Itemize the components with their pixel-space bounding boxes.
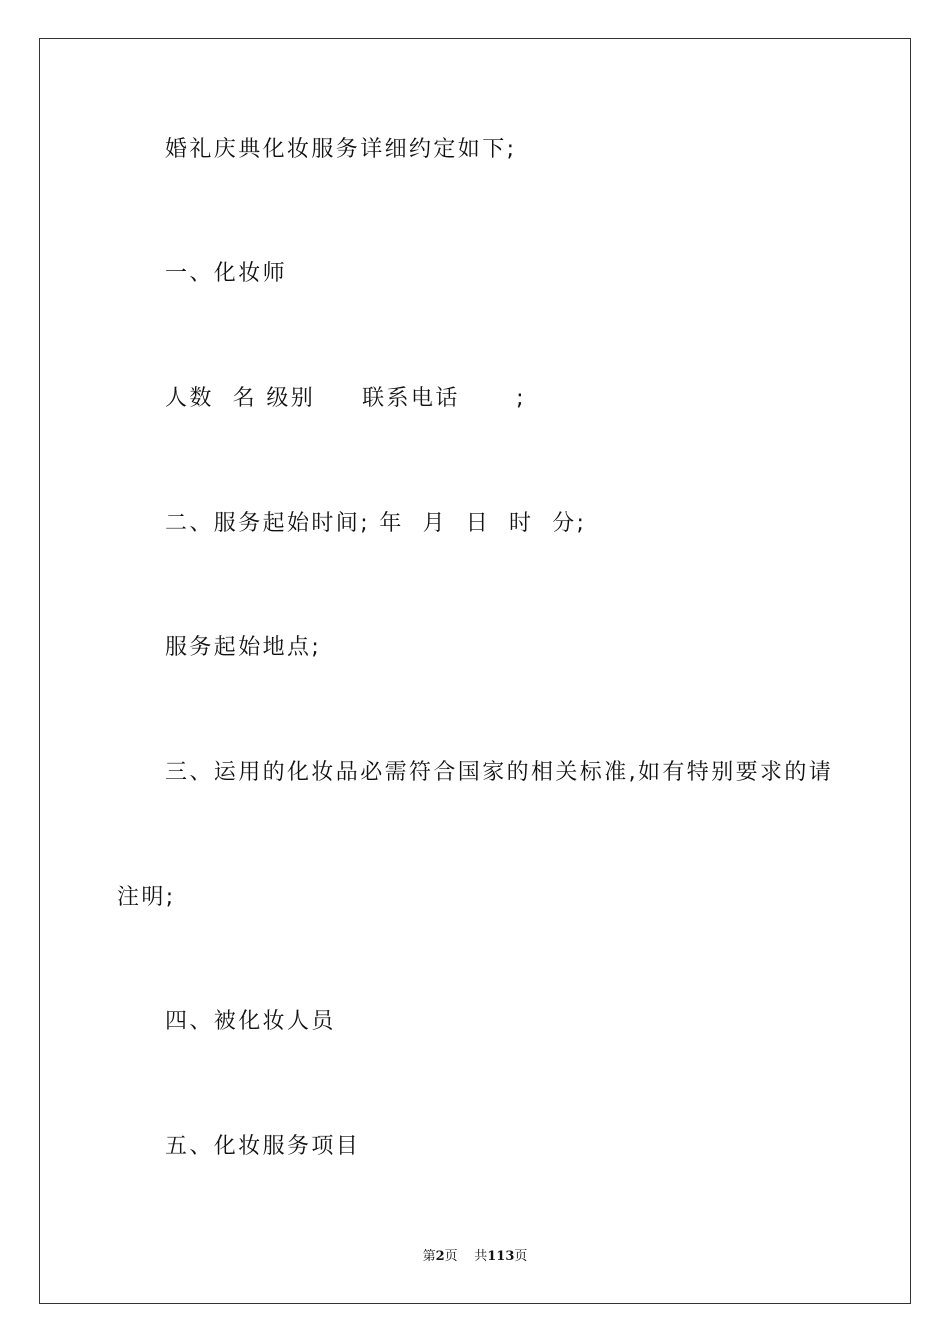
footer-page-number: 2 <box>435 1249 445 1264</box>
footer-page-suffix: 页 <box>444 1249 458 1264</box>
text-line-section-5: 五、化妆服务项目 <box>165 1134 361 1159</box>
text-line-section-2: 二、服务起始时间; 年 月 日 时 分; <box>165 511 587 536</box>
text-line-section-4: 四、被化妆人员 <box>165 1009 336 1034</box>
text-line-makeup-artist-details: 人数 名 级别 联系电话 ; <box>165 386 526 411</box>
text-line-service-location: 服务起始地点; <box>165 635 322 660</box>
text-line-section-1: 一、化妆师 <box>165 261 288 286</box>
footer-total-prefix: 共 <box>474 1249 488 1264</box>
page-footer <box>0 1248 950 1266</box>
footer-total-suffix: 页 <box>514 1249 528 1264</box>
text-line-section-3: 三、运用的化妆品必需符合国家的相关标准,如有特别要求的请 <box>165 760 834 785</box>
text-line-intro: 婚礼庆典化妆服务详细约定如下; <box>165 137 517 162</box>
footer-total-number: 113 <box>487 1249 515 1264</box>
text-line-section-3-continued: 注明; <box>117 885 176 910</box>
page-frame <box>39 38 911 1304</box>
footer-page-prefix: 第 <box>422 1249 436 1264</box>
